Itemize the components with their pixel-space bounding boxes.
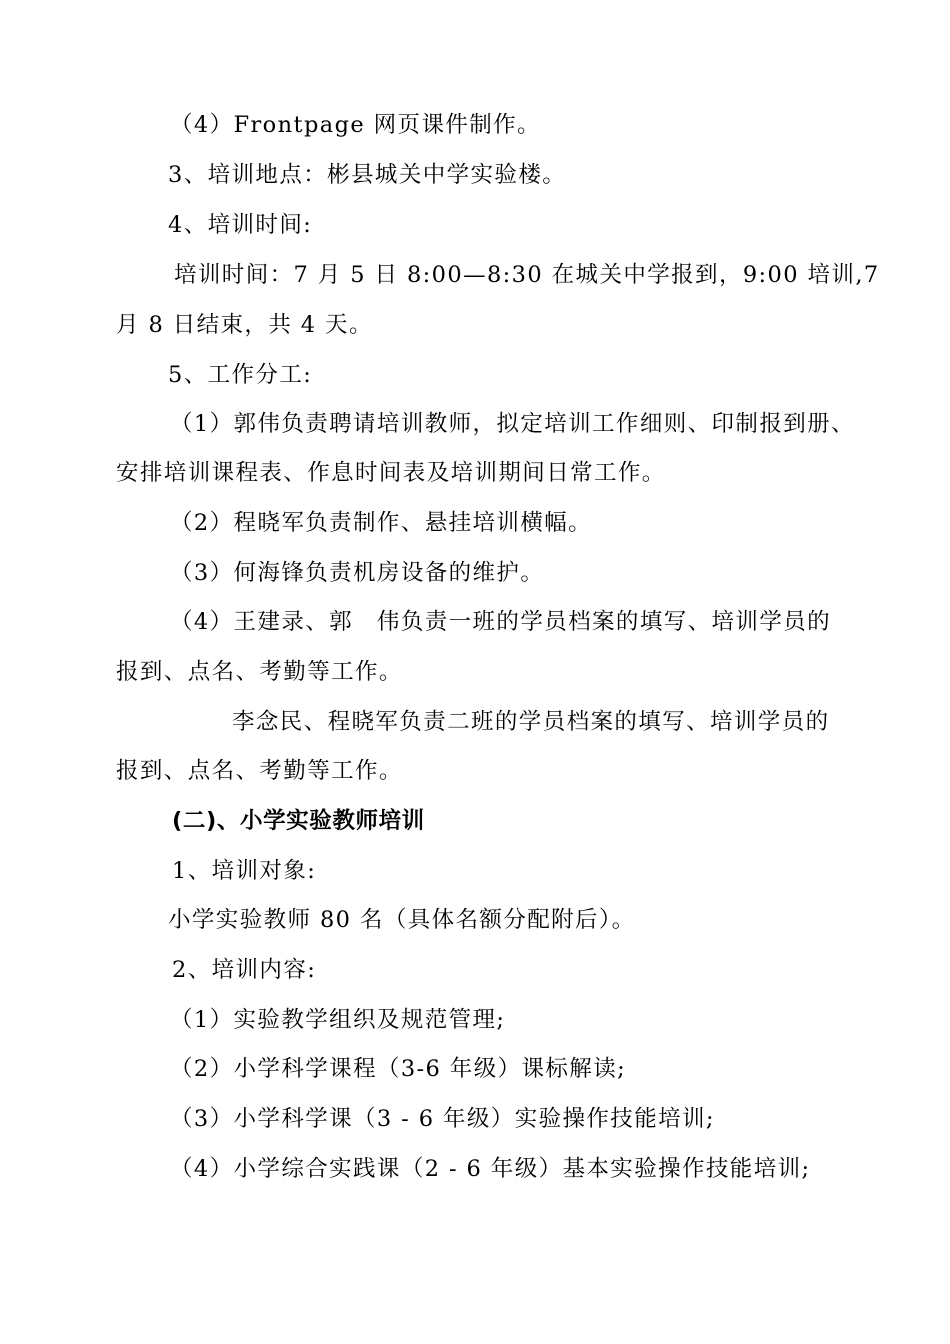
text-line: （4）小学综合实践课（2 - 6 年级）基本实验操作技能培训; bbox=[170, 1156, 811, 1182]
text-line: 5、工作分工: bbox=[168, 362, 313, 388]
text-line: 李念民、程晓军负责二班的学员档案的填写、培训学员的 bbox=[232, 709, 830, 735]
text-line: （1）实验教学组织及规范管理; bbox=[170, 1007, 506, 1033]
text-line: 2、培训内容: bbox=[172, 957, 317, 983]
text-line: 报到、点名、考勤等工作。 bbox=[116, 659, 403, 685]
section-heading: (二)、小学实验教师培训 bbox=[172, 808, 425, 834]
text-line: （3）何海锋负责机房设备的维护。 bbox=[170, 560, 545, 586]
text-line: （3）小学科学课（3 - 6 年级）实验操作技能培训; bbox=[170, 1106, 715, 1132]
text-line: 月 8 日结束，共 4 天。 bbox=[116, 312, 373, 338]
text-line: （1）郭伟负责聘请培训教师，拟定培训工作细则、印制报到册、 bbox=[170, 411, 855, 437]
text-line: 4、培训时间: bbox=[168, 212, 313, 238]
text-line: （2）小学科学课程（3-6 年级）课标解读; bbox=[170, 1056, 627, 1082]
text-line: 3、培训地点：彬县城关中学实验楼。 bbox=[168, 162, 567, 188]
text-line: （2）程晓军负责制作、悬挂培训横幅。 bbox=[170, 510, 593, 536]
text-line: 1、培训对象: bbox=[172, 858, 317, 884]
text-line: （4）王建录、郭 伟负责一班的学员档案的填写、培训学员的 bbox=[170, 609, 832, 635]
text-line: 报到、点名、考勤等工作。 bbox=[116, 758, 403, 784]
text-line: （4）Frontpage 网页课件制作。 bbox=[170, 112, 541, 138]
text-line: 安排培训课程表、作息时间表及培训期间日常工作。 bbox=[116, 460, 666, 486]
text-line: 培训时间：7 月 5 日 8:00—8:30 在城关中学报到，9:00 培训,7 bbox=[174, 262, 880, 288]
text-line: 小学实验教师 80 名（具体名额分配附后）。 bbox=[168, 907, 636, 933]
